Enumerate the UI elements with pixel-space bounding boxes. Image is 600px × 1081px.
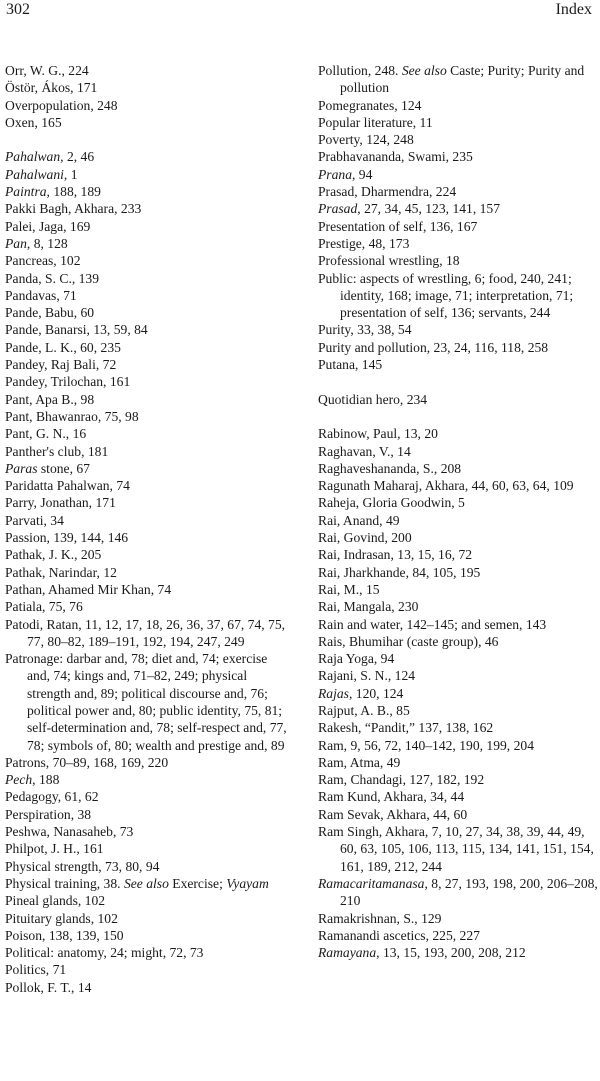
index-entry-text: Oxen, 165 bbox=[5, 114, 62, 130]
index-entry bbox=[5, 927, 287, 944]
index-entry-text: Public: aspects of wrestling, 6; food, 240, 241; identity, 168; image, 71; interpretation, 71; presentation of self, 136; servants, 244 bbox=[318, 270, 574, 321]
index-entry bbox=[318, 494, 600, 511]
index-entry-text: Ragunath Maharaj, Akhara, 44, 60, 63, 64, 109 bbox=[318, 478, 574, 494]
index-entry-text: , 2, 46 bbox=[60, 149, 95, 165]
index-entry-text: Pandey, Trilochan, 161 bbox=[5, 374, 131, 390]
index-entry bbox=[5, 166, 287, 183]
index-entry-text: Pathan, Ahamed Mir Khan, 74 bbox=[5, 581, 172, 597]
index-entry bbox=[5, 512, 287, 529]
index-entry bbox=[5, 235, 287, 252]
index-entry-text: Pathak, J. K., 205 bbox=[5, 547, 102, 563]
index-entry-text: Purity, 33, 38, 54 bbox=[318, 322, 412, 338]
index-entry bbox=[318, 218, 600, 235]
index-entry-text: Rai, Jharkhande, 84, 105, 195 bbox=[318, 564, 481, 580]
index-entry-text: , 8, 27, 193, 198, 200, 206–208, 210 bbox=[340, 875, 598, 909]
index-entry-text: Patiala, 75, 76 bbox=[5, 599, 83, 615]
index-entry bbox=[318, 131, 600, 148]
index-entry-text: Ram, Chandagi, 127, 182, 192 bbox=[318, 772, 485, 788]
index-entry-italic-text: Paras bbox=[5, 460, 38, 476]
index-entry bbox=[318, 166, 600, 183]
index-entry-italic-text: Ramayana bbox=[318, 945, 377, 961]
index-entry bbox=[5, 183, 287, 200]
index-entry bbox=[318, 321, 600, 338]
index-entry-text: Rain and water, 142–145; and semen, 143 bbox=[318, 616, 547, 632]
index-entry-text: Popular literature, 11 bbox=[318, 114, 433, 130]
index-entry bbox=[5, 287, 287, 304]
index-entry-text: Pande, Banarsi, 13, 59, 84 bbox=[5, 322, 148, 338]
index-entry bbox=[318, 875, 600, 910]
index-entry-text: , 94 bbox=[351, 166, 373, 182]
index-entry bbox=[318, 546, 600, 563]
index-entry bbox=[5, 494, 287, 511]
index-entry-text: Rais, Bhumihar (caste group), 46 bbox=[318, 633, 499, 649]
index-entry bbox=[5, 218, 287, 235]
index-entry-italic-text: Vyayam bbox=[226, 875, 269, 891]
index-entry-text: Putana, 145 bbox=[318, 357, 383, 373]
index-entry-text: , 27, 34, 45, 123, 141, 157 bbox=[357, 201, 501, 217]
index-entry bbox=[5, 425, 287, 442]
index-entry-text: Patronage: darbar and, 78; diet and, 74; exercise and, 74; kings and, 71–82, 249; physical strength and, 89; political discourse and, 76; political power and, 80; public identity, 75, 81; self-determination and, 78; self-respect and, 77, 78; symbols of, 80; wealth and prestige and, 89 bbox=[5, 651, 287, 753]
index-entry bbox=[5, 373, 287, 390]
index-entry bbox=[318, 702, 600, 719]
index-entry bbox=[318, 270, 600, 322]
index-entry bbox=[318, 616, 600, 633]
index-entry-text: Pant, Apa B., 98 bbox=[5, 391, 95, 407]
index-entry-text: , 8, 128 bbox=[26, 235, 68, 251]
index-entry-text: Pedagogy, 61, 62 bbox=[5, 789, 99, 805]
index-entry-text: Rai, Anand, 49 bbox=[318, 512, 400, 528]
index-entry-text: Östör, Ákos, 171 bbox=[5, 80, 98, 96]
index-entry-text: Pancreas, 102 bbox=[5, 253, 81, 269]
index-entry bbox=[5, 97, 287, 114]
index-entry-text: Raja Yoga, 94 bbox=[318, 651, 395, 667]
index-entry bbox=[318, 114, 600, 131]
index-entry bbox=[318, 235, 600, 252]
index-entry bbox=[5, 788, 287, 805]
index-entry-italic-text: Paintra bbox=[5, 184, 47, 200]
index-entry bbox=[318, 529, 600, 546]
index-entry bbox=[5, 616, 287, 651]
index-entry bbox=[318, 183, 600, 200]
index-entry bbox=[5, 650, 287, 754]
index-entry bbox=[5, 356, 287, 373]
index-entry-text: Rai, Govind, 200 bbox=[318, 530, 412, 546]
index-entry bbox=[318, 806, 600, 823]
index-entry-text: , 188, 189 bbox=[46, 184, 101, 200]
index-entry-text: Orr, W. G., 224 bbox=[5, 63, 89, 78]
index-entry bbox=[318, 581, 600, 598]
index-entry-text: Ram Singh, Akhara, 7, 10, 27, 34, 38, 39, 44, 49, 60, 63, 105, 106, 113, 115, 134, 141, 151, 154, 161, 189, 212, 244 bbox=[318, 824, 594, 874]
index-entry-text: Rabinow, Paul, 13, 20 bbox=[318, 426, 438, 442]
index-entry-italic-text: Pahalwani bbox=[5, 166, 64, 182]
index-entry-text: Pande, L. K., 60, 235 bbox=[5, 339, 121, 355]
index-entry-italic-text: Pahalwan bbox=[5, 149, 61, 165]
index-entry bbox=[5, 529, 287, 546]
index-entry bbox=[5, 79, 287, 96]
index-entry bbox=[318, 477, 600, 494]
index-entry bbox=[318, 598, 600, 615]
index-entry bbox=[5, 339, 287, 356]
index-entry-text: Ram Kund, Akhara, 34, 44 bbox=[318, 789, 465, 805]
index-entry bbox=[318, 685, 600, 702]
index-entry bbox=[318, 200, 600, 217]
index-entry bbox=[318, 356, 600, 373]
index-entry-italic-text: See also bbox=[401, 63, 447, 78]
index-entry-text: Overpopulation, 248 bbox=[5, 97, 118, 113]
index-column-right bbox=[318, 62, 600, 961]
index-entry-text: Rai, M., 15 bbox=[318, 581, 380, 597]
index-entry bbox=[5, 114, 287, 131]
index-entry bbox=[318, 944, 600, 961]
index-entry bbox=[5, 892, 287, 909]
index-entry-text: Physical training, 38. bbox=[5, 875, 124, 891]
index-entry bbox=[5, 875, 287, 892]
index-entry-italic-text: Pech bbox=[5, 772, 33, 788]
index-entry bbox=[5, 200, 287, 217]
index-entry bbox=[5, 754, 287, 771]
index-entry-text: stone, 67 bbox=[37, 460, 90, 476]
index-entry bbox=[5, 564, 287, 581]
index-entry-text: Ramakrishnan, S., 129 bbox=[318, 910, 442, 926]
index-entry-text: Rakesh, “Pandit,” 137, 138, 162 bbox=[318, 720, 494, 736]
running-head: Index bbox=[555, 1, 592, 18]
index-entry bbox=[5, 944, 287, 961]
index-entry bbox=[5, 321, 287, 338]
index-entry-text: Pineal glands, 102 bbox=[5, 893, 106, 909]
index-entry bbox=[318, 564, 600, 581]
index-entry-text: Pathak, Narindar, 12 bbox=[5, 564, 117, 580]
index-entry bbox=[5, 270, 287, 287]
index-entry-text: Political: anatomy, 24; might, 72, 73 bbox=[5, 945, 204, 961]
index-entry bbox=[318, 771, 600, 788]
index-entry-text: Raheja, Gloria Goodwin, 5 bbox=[318, 495, 465, 511]
index-entry bbox=[318, 443, 600, 460]
index-column-left bbox=[5, 62, 287, 996]
index-entry-text: Quotidian hero, 234 bbox=[318, 391, 428, 407]
index-entry-text: Pituitary glands, 102 bbox=[5, 910, 118, 926]
index-entry-text: , 1 bbox=[63, 166, 78, 182]
index-entry-text: Patrons, 70–89, 168, 169, 220 bbox=[5, 754, 169, 770]
index-entry bbox=[318, 148, 600, 165]
index-entry bbox=[318, 650, 600, 667]
index-entry-text: Raghavan, V., 14 bbox=[318, 443, 411, 459]
index-entry bbox=[318, 97, 600, 114]
index-entry bbox=[5, 443, 287, 460]
index-entry bbox=[5, 477, 287, 494]
index-entry bbox=[318, 512, 600, 529]
index-entry-text: Raghaveshananda, S., 208 bbox=[318, 460, 462, 476]
index-entry-text: Ramanandi ascetics, 225, 227 bbox=[318, 927, 480, 943]
index-entry-text: Passion, 139, 144, 146 bbox=[5, 530, 129, 546]
index-entry-text: Peshwa, Nanasaheb, 73 bbox=[5, 824, 134, 840]
index-entry bbox=[5, 408, 287, 425]
index-entry bbox=[5, 910, 287, 927]
index-entry-text: Rajani, S. N., 124 bbox=[318, 668, 416, 684]
index-entry bbox=[318, 391, 600, 408]
letter-group-gap bbox=[318, 408, 600, 425]
letter-group-gap bbox=[318, 373, 600, 390]
index-entry-text: Professional wrestling, 18 bbox=[318, 253, 460, 269]
index-entry-italic-text: Ramacaritamanasa bbox=[318, 875, 425, 891]
index-entry bbox=[318, 633, 600, 650]
index-entry-text: Pakki Bagh, Akhara, 233 bbox=[5, 201, 142, 217]
index-entry-text: Caste; Purity; Purity and pollution bbox=[340, 63, 585, 96]
index-entry bbox=[318, 788, 600, 805]
index-entry bbox=[5, 979, 287, 996]
index-entry-text: Pomegranates, 124 bbox=[318, 97, 422, 113]
index-entry-text: Panther's club, 181 bbox=[5, 443, 109, 459]
index-entry bbox=[5, 546, 287, 563]
index-entry-text: Prabhavananda, Swami, 235 bbox=[318, 149, 473, 165]
index-entry bbox=[5, 806, 287, 823]
index-entry-text: Presentation of self, 136, 167 bbox=[318, 218, 478, 234]
index-entry bbox=[318, 62, 600, 97]
index-entry bbox=[5, 823, 287, 840]
index-entry bbox=[318, 460, 600, 477]
index-entry-text: Parvati, 34 bbox=[5, 512, 64, 528]
index-entry-text: Pant, Bhawanrao, 75, 98 bbox=[5, 408, 139, 424]
index-entry bbox=[5, 391, 287, 408]
index-entry-text: Pollok, F. T., 14 bbox=[5, 979, 92, 995]
index-entry bbox=[318, 737, 600, 754]
index-entry-text: , 120, 124 bbox=[348, 685, 404, 701]
index-entry-italic-text: Prana bbox=[318, 166, 352, 182]
index-entry-text: Physical strength, 73, 80, 94 bbox=[5, 858, 160, 874]
index-entry-text: Paridatta Pahalwan, 74 bbox=[5, 478, 130, 494]
index-entry bbox=[318, 667, 600, 684]
index-entry-text: , 188 bbox=[32, 772, 60, 788]
index-entry bbox=[318, 339, 600, 356]
index-entry-text: Ram Sevak, Akhara, 44, 60 bbox=[318, 806, 468, 822]
index-entry-text: Pollution, 248. bbox=[318, 63, 402, 78]
index-entry bbox=[318, 719, 600, 736]
index-entry bbox=[318, 910, 600, 927]
index-entry-text: Patodi, Ratan, 11, 12, 17, 18, 26, 36, 37, 67, 74, 75, 77, 80–82, 189–191, 192, 194, 247, 249 bbox=[5, 616, 286, 649]
index-entry-text: Poverty, 124, 248 bbox=[318, 132, 414, 148]
index-entry-text: Politics, 71 bbox=[5, 962, 67, 978]
index-entry bbox=[5, 961, 287, 978]
index-entry-text: Parry, Jonathan, 171 bbox=[5, 495, 116, 511]
index-entry-text: Poison, 138, 139, 150 bbox=[5, 927, 124, 943]
index-entry bbox=[5, 62, 287, 79]
index-entry bbox=[5, 304, 287, 321]
index-entry bbox=[5, 840, 287, 857]
index-entry-italic-text: Prasad bbox=[318, 201, 358, 217]
index-entry bbox=[318, 754, 600, 771]
index-entry-text: , 13, 15, 193, 200, 208, 212 bbox=[376, 945, 526, 961]
index-entry-text: Pant, G. N., 16 bbox=[5, 426, 87, 442]
index-entry-text: Rajput, A. B., 85 bbox=[318, 702, 410, 718]
index-entry-text: Purity and pollution, 23, 24, 116, 118, 258 bbox=[318, 339, 549, 355]
index-entry bbox=[5, 598, 287, 615]
index-entry bbox=[318, 927, 600, 944]
index-entry-italic-text: See also bbox=[123, 875, 169, 891]
index-entry-text: Pandavas, 71 bbox=[5, 287, 77, 303]
index-entry bbox=[318, 823, 600, 875]
index-entry-text: Exercise; bbox=[168, 875, 227, 891]
index-entry-text: Prasad, Dharmendra, 224 bbox=[318, 184, 457, 200]
index-entry-text: Palei, Jaga, 169 bbox=[5, 218, 91, 234]
index-entry bbox=[5, 771, 287, 788]
index-entry-italic-text: Rajas bbox=[318, 685, 349, 701]
letter-group-gap bbox=[5, 131, 287, 148]
index-entry-text: Perspiration, 38 bbox=[5, 806, 92, 822]
index-entry-text: Pandey, Raj Bali, 72 bbox=[5, 357, 117, 373]
index-entry-text: Pande, Babu, 60 bbox=[5, 305, 95, 321]
index-entry-text: Ram, 9, 56, 72, 140–142, 190, 199, 204 bbox=[318, 737, 534, 753]
index-entry-text: Prestige, 48, 173 bbox=[318, 235, 410, 251]
index-entry-text: Panda, S. C., 139 bbox=[5, 270, 100, 286]
index-entry-text: Rai, Mangala, 230 bbox=[318, 599, 419, 615]
index-entry-text: Philpot, J. H., 161 bbox=[5, 841, 104, 857]
index-entry bbox=[5, 858, 287, 875]
index-entry-italic-text: Pan bbox=[5, 235, 27, 251]
index-entry bbox=[318, 425, 600, 442]
index-entry bbox=[318, 252, 600, 269]
index-entry bbox=[5, 148, 287, 165]
index-entry bbox=[5, 460, 287, 477]
index-entry-text: Ram, Atma, 49 bbox=[318, 754, 401, 770]
index-entry-text: Rai, Indrasan, 13, 15, 16, 72 bbox=[318, 547, 473, 563]
page-number: 302 bbox=[6, 1, 30, 18]
index-entry bbox=[5, 252, 287, 269]
index-entry bbox=[5, 581, 287, 598]
